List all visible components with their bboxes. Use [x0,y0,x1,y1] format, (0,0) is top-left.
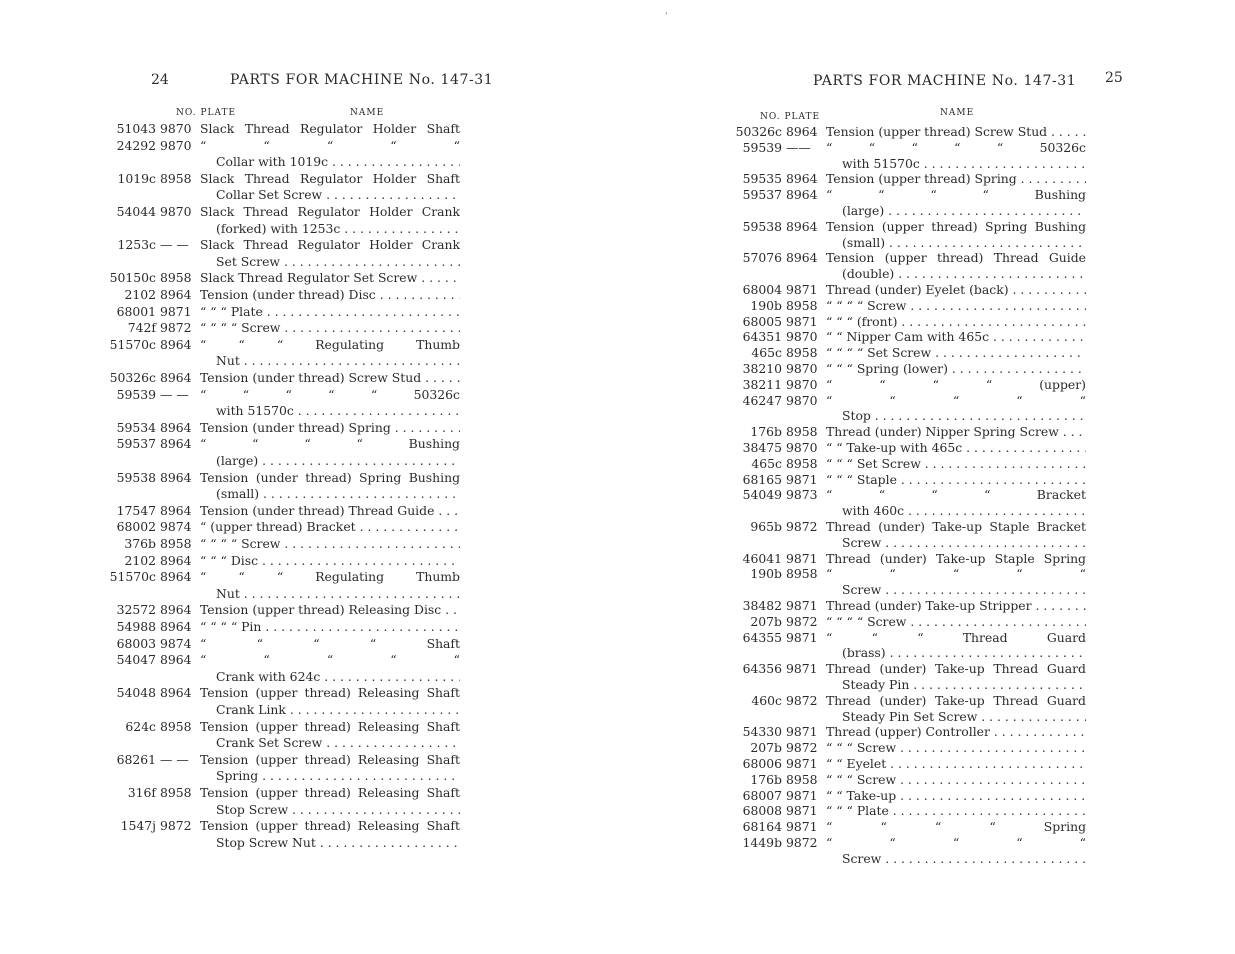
part-name: Thread (under) Take-up Staple Spring [826,550,1086,566]
plate-number: 8964 [786,218,818,234]
plate-number: 9871 [786,756,818,771]
part-number: 68005 [742,313,782,329]
plate-number: 8958 [786,566,818,582]
part-number: 2102 [124,552,156,568]
part-name: “ “ “ Plate . . . [826,803,1086,819]
part-number: 50150c [109,270,156,286]
part-number: 465c [751,455,782,471]
part-number: 68001 [116,303,156,319]
plate-number: 9870 [160,204,192,219]
part-name: Thread (under) Nipper Spring Screw . . . [826,424,1086,440]
plate-number: 8958 [786,345,818,361]
plate-number: 8958 [160,536,192,551]
part-name: (large) . . . [216,453,460,469]
part-number: 38211 [742,376,782,392]
plate-number: 9872 [786,692,818,708]
plate-number: 9871 [786,629,818,645]
plate-number: —— [786,139,811,155]
part-name: “ “ “ “ Set Screw . . . [826,345,1086,361]
part-name: Tension (upper thread) Releasing Shaft [200,751,460,767]
part-number: 57076 [742,250,782,266]
part-name: Steady Pin . . . [842,677,1086,693]
plate-number: 8964 [160,652,192,668]
part-number: 38475 [742,440,782,455]
part-name: “ “ Take-up with 465c . . . [826,440,1086,456]
plate-number: 8958 [786,297,818,313]
part-number: 59538 [742,218,782,234]
plate-number: 9871 [786,471,818,487]
part-number: 59539 [742,139,782,155]
part-name: (small) . . . [842,235,1086,251]
part-number: 316f [127,785,156,800]
part-number: 460c [751,692,782,708]
part-name: “ “ “ Staple . . . [826,472,1086,488]
part-name: “ “ “ Disc . . . [200,553,460,569]
plate-number: 9871 [786,661,818,677]
plate-number: 9870 [786,392,818,408]
part-name: “ “ “ Screw . . . [826,772,1086,788]
part-name: (large) . . . [842,203,1086,219]
part-number: 190b [750,297,782,313]
part-name: “ “ “ Plate . . . [200,304,460,320]
plate-number: 9871 [786,550,818,566]
plate-number: 8964 [160,552,192,568]
part-number: 54049 [742,487,782,503]
part-name: Tension (upper thread) Releasing Shaft [200,685,460,701]
part-name: (double) . . . [842,266,1086,282]
part-name: “ “ “ Screw . . . [826,740,1086,756]
column-header-no-plate: NO. PLATE [760,112,821,122]
part-name: “ “ “ Regulating Thumb [200,569,460,585]
part-name: “ “ “ “ Bushing [826,187,1086,203]
part-number: 54988 [116,619,156,634]
part-number: 50326c [109,370,156,385]
part-name: Tension (upper thread) Releasing Shaft [200,718,460,734]
part-number: 68261 [116,751,156,767]
part-number: 51043 [116,121,156,136]
part-name: Thread (upper) Controller . . . [826,724,1086,740]
part-number: 54047 [116,652,156,668]
part-name: “ “ “ “ “ [826,566,1086,582]
part-number: 2102 [124,287,156,302]
part-number: 50326c [735,124,782,139]
plate-number: 8964 [160,619,192,634]
part-name: “ “ “ “ Pin . . . [200,619,460,635]
plate-number: 9870 [786,329,818,345]
part-number: 51570c [109,569,156,585]
part-name: “ “ “ “ Screw . . . [826,298,1086,314]
part-number: 68007 [742,787,782,803]
plate-number: 8964 [160,569,192,585]
plate-number: 8964 [160,419,192,435]
part-name: Stop Screw . . . [216,802,460,818]
part-name: “ “ “ “ (upper) [826,376,1086,392]
left-page [0,0,600,954]
plate-number: 8958 [160,785,192,800]
part-name: Collar Set Screw . . . [216,187,460,203]
part-name: Crank with 624c . . . [216,669,460,685]
part-name: “ “ “ “ Screw . . . [826,614,1086,630]
part-name: “ “ “ Regulating Thumb [200,336,460,352]
part-name: Crank Set Screw . . . [216,735,460,751]
part-name: Tension (under thread) Thread Guide . . . [200,503,460,519]
part-number: 965b [750,519,782,534]
part-number: 624c [125,718,156,734]
page-number: 25 [1105,70,1123,86]
part-name: “ “ “ “ “ 50326c [826,139,1086,155]
part-name: (forked) with 1253c . . . [216,221,460,237]
part-number: 54048 [116,685,156,701]
part-number: 38482 [742,598,782,613]
part-name: “ “ “ “ Shaft [200,635,460,651]
plate-number: 8958 [160,718,192,734]
part-name: “ “ “ “ “ [200,137,460,153]
plate-number: 9871 [786,819,818,835]
part-number: 376b [124,536,156,551]
part-number: 54330 [742,724,782,740]
part-name: Nut . . . [216,353,460,369]
plate-number: 9872 [160,818,192,834]
part-number: 1253c [117,237,156,253]
plate-number: 9870 [160,121,192,136]
part-name: Stop . . . [842,408,1086,424]
part-name: (small) . . . [216,486,460,502]
part-number: 68006 [742,756,782,771]
plate-number: 8964 [786,250,818,266]
part-number: 465c [751,345,782,361]
running-head: PARTS FOR MACHINE No. 147-31 [230,72,494,88]
plate-number: 9871 [786,313,818,329]
part-name: “ “ “ “ Bushing [200,436,460,452]
plate-number: 9872 [786,835,818,850]
part-name: Steady Pin Set Screw . . . [842,709,1086,725]
part-number: 17547 [116,502,156,518]
part-name: Screw . . . [842,851,1086,867]
part-name: Slack Thread Regulator Holder Shaft [200,170,460,186]
plate-number: 9870 [786,376,818,392]
part-number: 1019c [117,170,156,186]
part-name: “ “ “ “ “ [826,835,1086,850]
part-name: Crank Link . . . [216,702,460,718]
part-name: Stop Screw Nut . . . [216,835,460,851]
plate-number: 8964 [786,171,818,187]
part-name: Tension (under thread) Disc . . . [200,287,460,303]
part-name: “ “ “ (front) . . . [826,314,1086,330]
part-name: Tension (under thread) Spring Bushing [200,469,460,485]
part-number: 59537 [116,436,156,452]
plate-number: 8958 [786,455,818,471]
part-number: 64356 [742,661,782,677]
plate-number: 8958 [160,170,192,186]
part-number: 68165 [742,471,782,487]
right-page [620,0,1235,954]
plate-number: 9871 [160,303,192,319]
part-number: 64351 [742,329,782,345]
part-name: “ “ “ “ Screw . . . [200,536,460,552]
part-name: (brass) . . . [842,645,1086,661]
part-number: 59538 [116,469,156,485]
part-number: 24292 [116,137,156,153]
part-number: 46247 [742,392,782,408]
plate-number: 9871 [786,282,818,297]
part-name: Tension (upper thread) Spring Bushing [826,218,1086,234]
part-number: 1547j [120,818,156,834]
plate-number: 8964 [160,287,192,302]
plate-number: 9871 [786,598,818,613]
part-number: 176b [750,424,782,440]
part-name: Set Screw . . . [216,254,460,270]
plate-number: 9874 [160,635,192,651]
plate-number: 9872 [786,519,818,534]
part-name: “ “ “ “ Bracket [826,487,1086,503]
plate-number: 9870 [160,137,192,153]
part-number: 68004 [742,282,782,297]
part-name: Thread (under) Eyelet (back) . . . [826,282,1086,298]
plate-number: 8964 [786,187,818,203]
part-name: Thread (under) Take-up Staple Bracket [826,519,1086,534]
column-header-name: NAME [350,108,385,118]
part-number: 68008 [742,803,782,819]
part-name: Nut . . . [216,586,460,602]
part-name: “ “ Nipper Cam with 465c . . . [826,329,1086,345]
part-number: 64355 [742,629,782,645]
part-name: Tension (upper thread) Screw Stud . . . [826,124,1086,140]
part-name: Tension (upper thread) Thread Guide [826,250,1086,266]
part-name: “ “ “ “ “ [200,652,460,668]
part-name: Thread (under) Take-up Thread Guard [826,692,1086,708]
column-header-name: NAME [940,108,975,118]
part-number: 207b [750,613,782,629]
plate-number: 9873 [786,487,818,503]
scan-speck: ' [665,12,668,22]
part-name: “ “ Take-up . . . [826,788,1086,804]
part-name: “ “ “ “ “ [826,392,1086,408]
plate-number: 8964 [160,469,192,485]
plate-number: 9871 [786,787,818,803]
part-name: Slack Thread Regulator Holder Crank [200,204,460,219]
plate-number: 8958 [786,424,818,440]
plate-number: 8964 [786,124,818,139]
plate-number: 8964 [160,685,192,701]
part-number: 59539 [116,386,156,402]
part-number: 32572 [116,602,156,618]
part-name: with 51570c . . . [216,403,460,419]
part-number: 68003 [116,635,156,651]
plate-number: 9870 [786,361,818,376]
part-name: Tension (under thread) Screw Stud . . . [200,370,460,386]
plate-number: 8964 [160,602,192,618]
part-name: Thread (under) Take-up Stripper . . . [826,598,1086,614]
part-number: 54044 [116,204,156,219]
plate-number: 8958 [786,771,818,787]
part-number: 59537 [742,187,782,203]
plate-number: 8964 [160,336,192,352]
part-name: with 460c . . . [842,503,1086,519]
running-head: PARTS FOR MACHINE No. 147-31 [813,73,1077,89]
part-name: Slack Thread Regulator Set Screw . . . [200,270,460,286]
part-number: 38210 [742,361,782,376]
part-name: “ “ “ Thread Guard [826,629,1086,645]
part-name: Thread (under) Take-up Thread Guard [826,661,1086,677]
part-name: “ “ “ Set Screw . . . [826,456,1086,472]
plate-number: 9872 [786,613,818,629]
plate-number: — — [160,237,189,253]
plate-number: — — [160,751,189,767]
part-number: 51570c [109,336,156,352]
part-name: “ “ “ Spring (lower) . . . [826,361,1086,377]
part-name: “ “ Eyelet . . . [826,756,1086,772]
plate-number: 9872 [786,740,818,756]
part-name: Tension (upper thread) Spring . . . [826,171,1086,187]
part-name: Tension (under thread) Spring . . . [200,420,460,436]
part-number: 1449b [742,835,782,850]
plate-number: 8964 [160,370,192,385]
part-number: 46041 [742,550,782,566]
plate-number: 9871 [786,724,818,740]
part-number: 207b [750,740,782,756]
part-name: Tension (upper thread) Releasing Shaft [200,785,460,800]
plate-number: 9870 [786,440,818,455]
part-number: 59534 [116,419,156,435]
part-number: 59535 [742,171,782,187]
plate-number: 9871 [786,803,818,819]
part-name: Screw . . . [842,535,1086,551]
part-number: 68164 [742,819,782,835]
part-name: “ “ “ “ Spring [826,819,1086,835]
part-name: “ “ “ “ Screw . . . [200,320,460,336]
plate-number: 8964 [160,436,192,452]
part-name: Slack Thread Regulator Holder Crank [200,237,460,253]
part-number: 190b [750,566,782,582]
page-number: 24 [151,72,169,88]
part-name: Spring . . . [216,768,460,784]
part-name: Tension (upper thread) Releasing Shaft [200,818,460,834]
part-name: Slack Thread Regulator Holder Shaft [200,121,460,136]
plate-number: 9872 [160,320,192,336]
part-name: “ (upper thread) Bracket . . . [200,519,460,535]
part-number: 68002 [116,519,156,535]
part-number: 176b [750,771,782,787]
plate-number: 8964 [160,502,192,518]
plate-number: 9874 [160,519,192,535]
plate-number: — — [160,386,189,402]
part-name: “ “ “ “ “ 50326c [200,386,460,402]
part-name: Tension (upper thread) Releasing Disc . . . [200,602,460,618]
column-header-no-plate: NO. PLATE [176,108,237,118]
part-name: Screw . . . [842,582,1086,598]
plate-number: 8958 [160,270,192,286]
part-number: 742f [127,320,156,336]
part-name: Collar with 1019c . . . [216,154,460,170]
part-name: with 51570c . . . [842,156,1086,172]
